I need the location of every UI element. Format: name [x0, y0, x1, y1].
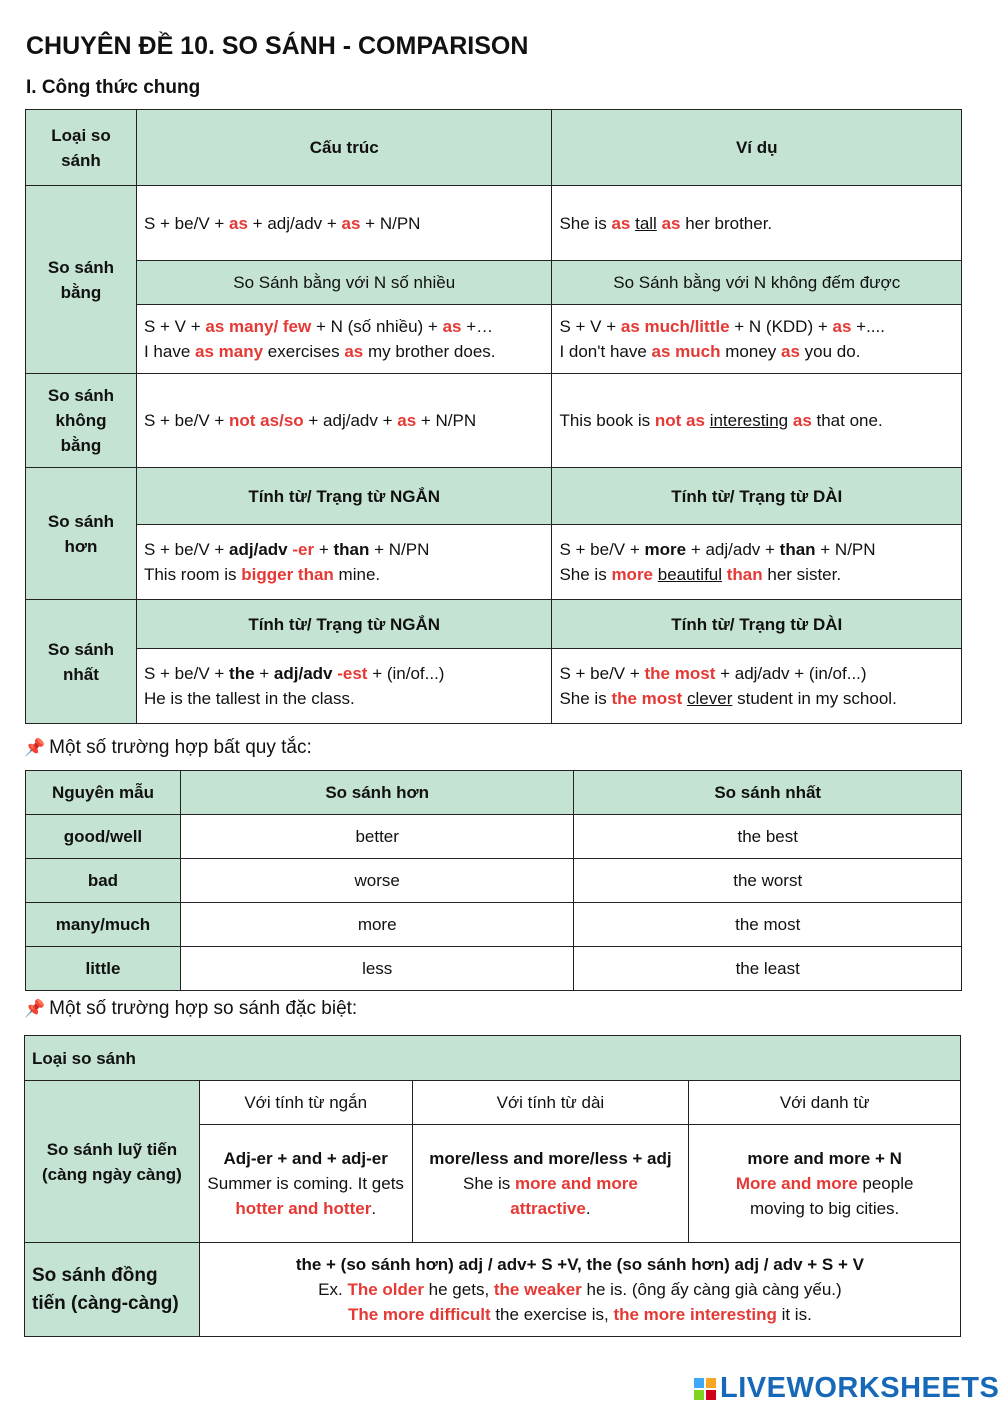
- irregular-header-comparative: So sánh hơn: [180, 771, 574, 815]
- row-label-progressive: So sánh luỹ tiến (càng ngày càng): [25, 1081, 200, 1243]
- equal-structure: S + be/V + as + adj/adv + as + N/PN: [136, 186, 551, 261]
- row-label-comparative: So sánh hơn: [26, 468, 137, 600]
- equal-countable-header: So Sánh bằng với N số nhiều: [136, 261, 551, 305]
- equal-example: She is as tall as her brother.: [552, 186, 962, 261]
- special-table-header: Loại so sánh: [25, 1036, 961, 1081]
- not-equal-example: This book is not as interesting as that one.: [552, 374, 962, 468]
- irregular-table: [25, 770, 962, 991]
- note-special: 📌 Một số trường hợp so sánh đặc biệt:: [24, 998, 358, 1019]
- col-header-example: Ví dụ: [552, 110, 962, 186]
- double-comparative-cell: the + (so sánh hơn) adj / adv+ S +V, the (so sánh hơn) adj / adv + S + V Ex. The older he gets, the weaker he is. (ông ấy càng già càng yếu.) The more difficult the exercise is, the more interesting it is.: [199, 1243, 960, 1337]
- table-row: good/well better the best: [26, 815, 962, 859]
- pushpin-icon: 📌: [24, 738, 46, 757]
- formula-table: [25, 109, 962, 724]
- comparative-long-header: Tính từ/ Trạng từ DÀI: [552, 468, 962, 525]
- not-equal-structure: S + be/V + not as/so + adj/adv + as + N/PN: [136, 374, 551, 468]
- superlative-long-cell: S + be/V + the most + adj/adv + (in/of...) She is the most clever student in my school.: [552, 649, 962, 724]
- irregular-header-base: Nguyên mẫu: [26, 771, 181, 815]
- superlative-long-header: Tính từ/ Trạng từ DÀI: [552, 600, 962, 649]
- table-row: bad worse the worst: [26, 859, 962, 903]
- equal-uncountable-header: So Sánh bằng với N không đếm được: [552, 261, 962, 305]
- note-irregular: 📌 Một số trường hợp bất quy tắc:: [24, 737, 312, 758]
- comparative-long-cell: S + be/V + more + adj/adv + than + N/PN She is more beautiful than her sister.: [552, 525, 962, 600]
- page-title: CHUYÊN ĐỀ 10. SO SÁNH - COMPARISON: [26, 32, 529, 60]
- equal-uncountable-cell: S + V + as much/little + N (KDD) + as +.... I don't have as much money as you do.: [552, 305, 962, 374]
- table-row: many/much more the most: [26, 903, 962, 947]
- progressive-noun-cell: more and more + N More and more people moving to big cities.: [689, 1125, 961, 1243]
- superlative-short-header: Tính từ/ Trạng từ NGẮN: [136, 600, 551, 649]
- progressive-short-cell: Adj-er + and + adj-er Summer is coming. It gets hotter and hotter.: [199, 1125, 412, 1243]
- liveworksheets-logo: LIVEWORKSHEETS: [694, 1372, 999, 1405]
- progressive-noun-header: Với danh từ: [689, 1081, 961, 1125]
- table-row: little less the least: [26, 947, 962, 991]
- progressive-long-cell: more/less and more/less + adj She is more and more attractive.: [412, 1125, 689, 1243]
- section-title: I. Công thức chung: [26, 77, 201, 98]
- equal-countable-cell: S + V + as many/ few + N (số nhiều) + as +… I have as many exercises as my brother does.: [136, 305, 551, 374]
- comparative-short-header: Tính từ/ Trạng từ NGẮN: [136, 468, 551, 525]
- progressive-short-header: Với tính từ ngắn: [199, 1081, 412, 1125]
- pushpin-icon: 📌: [24, 999, 46, 1018]
- col-header-type: Loại so sánh: [26, 110, 137, 186]
- irregular-header-superlative: So sánh nhất: [574, 771, 962, 815]
- row-label-superlative: So sánh nhất: [26, 600, 137, 724]
- comparative-short-cell: S + be/V + adj/adv -er + than + N/PN This room is bigger than mine.: [136, 525, 551, 600]
- row-label-not-equal: So sánh không bằng: [26, 374, 137, 468]
- col-header-structure: Cấu trúc: [136, 110, 551, 186]
- logo-icon: [694, 1378, 716, 1400]
- row-label-double: So sánh đồng tiến (càng-càng): [25, 1243, 200, 1337]
- row-label-equal: So sánh bằng: [26, 186, 137, 374]
- special-table: [24, 1035, 961, 1337]
- superlative-short-cell: S + be/V + the + adj/adv -est + (in/of...) He is the tallest in the class.: [136, 649, 551, 724]
- progressive-long-header: Với tính từ dài: [412, 1081, 689, 1125]
